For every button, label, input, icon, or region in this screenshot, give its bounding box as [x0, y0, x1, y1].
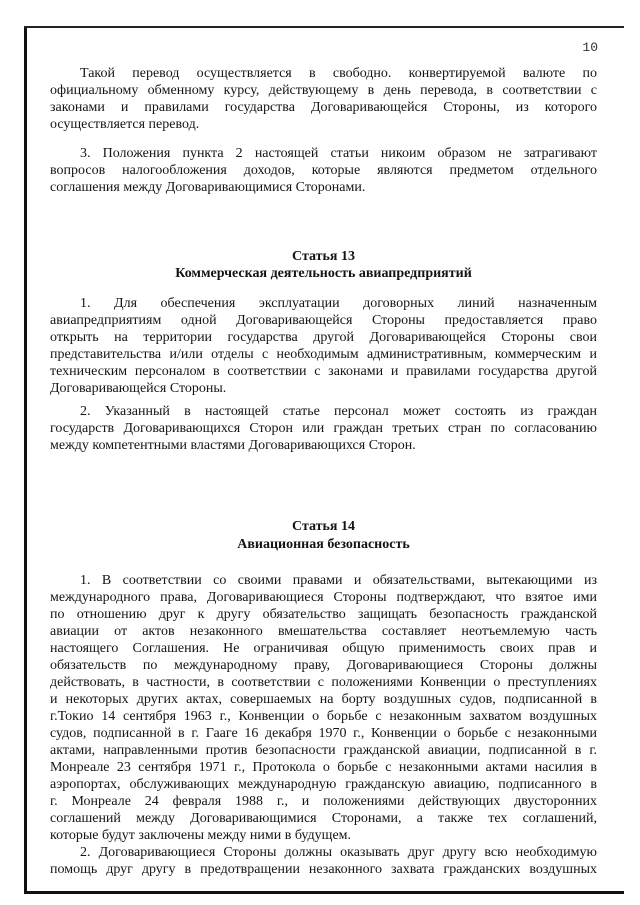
article-13-number: Статья 13: [292, 249, 355, 264]
paragraph-line: законами и правилами государства Договаривающейся Стороны, из которого: [50, 100, 597, 115]
paragraph-line: Такой перевод осуществляется в свободно. конвертируемой валюте по: [80, 66, 597, 81]
paragraph-line: техническим персоналом в соответствии с законами и правилами государства другой: [50, 364, 597, 379]
page-border-bottom: [24, 891, 624, 894]
paragraph-line: которые будут заключены между ними в будущем.: [50, 828, 352, 843]
article-13-title: Коммерческая деятельность авиапредприятий: [175, 266, 472, 281]
paragraph-article-14-2: [50, 844, 597, 878]
paragraph-line: судов, подписанной в г. Гааге 16 декабря 1970 г., Конвенции о борьбе с незаконными: [50, 726, 597, 741]
paragraph-line: международного права, Договаривающиеся Стороны подтверждают, что взятое ими: [50, 590, 597, 605]
paragraph-line: государств Договаривающихся Сторон или граждан третьих стран по согласованию: [50, 421, 597, 436]
paragraph-line: соглашений между Договаривающимися Сторонами, а также тех соглашений,: [50, 811, 597, 826]
paragraph-line: помощь друг другу в предотвращении незаконного захвата гражданских воздушных: [50, 862, 597, 877]
paragraph-article-13-1: [50, 295, 597, 397]
paragraph-line: аэропортах, обслуживающих международную гражданскую авиацию, подписанного в: [50, 777, 597, 792]
paragraph-line: по отношению друг к другу обязательство защищать безопасность гражданской: [50, 607, 597, 622]
paragraph-line: официальному обменному курсу, действующему в день перевода, в соответствии с: [50, 83, 597, 98]
paragraph-line: Монреале 23 сентября 1971 г., Протокола о борьбе с незаконными актами насилия в: [50, 760, 597, 775]
paragraph-line: 2. Указанный в настоящей статье персонал может состоять из граждан: [80, 404, 597, 419]
page-border-left: [24, 26, 27, 894]
paragraph-line: авиации от актов незаконного вмешательства составляет неотъемлемую часть: [50, 624, 597, 639]
page-number: 10: [582, 40, 598, 55]
paragraph-line: действовать, в частности, в соответствии с положениями Конвенции о преступлениях: [50, 675, 597, 690]
page-border-top: [24, 26, 624, 28]
paragraph-line: авиапредприятиям одной Договаривающейся Стороны предоставляется право: [50, 313, 597, 328]
paragraph-line: 1. В соответствии со своими правами и обязательствами, вытекающими из: [80, 573, 597, 588]
paragraph-line: г. Монреале 24 февраля 1988 г., и положениями действующих двусторонних: [50, 794, 597, 809]
paragraph-intro-2: [50, 145, 597, 196]
article-14-title: Авиационная безопасность: [237, 537, 410, 552]
article-14-number: Статья 14: [292, 519, 355, 534]
paragraph-line: соглашения между Договаривающимися Сторонами.: [50, 180, 366, 195]
paragraph-line: вопросов налогообложения доходов, которые являются предметом отдельного: [50, 163, 597, 178]
paragraph-line: обязательств по международному праву, Договаривающиеся Стороны должны: [50, 658, 597, 673]
paragraph-line: 3. Положения пункта 2 настоящей статьи никоим образом не затрагивают: [80, 146, 597, 161]
paragraph-line: осуществляется перевод.: [50, 117, 200, 132]
paragraph-line: г.Токио 14 сентября 1963 г., Конвенции о борьбе с незаконным захватом воздушных: [50, 709, 597, 724]
paragraph-line: 2. Договаривающиеся Стороны должны оказывать друг другу всю необходимую: [80, 845, 597, 860]
paragraph-line: представительства и/или отделы с необходимым административным, коммерческим и: [50, 347, 597, 362]
paragraph-line: 1. Для обеспечения эксплуатации договорных линий назначенным: [80, 296, 597, 311]
paragraph-line: настоящего Соглашения. Не ограничивая общую применимость своих прав и: [50, 641, 597, 656]
paragraph-line: между компетентными властями Договаривающихся Сторон.: [50, 438, 416, 453]
paragraph-line: актами, направленными против безопасности гражданской авиации, подписанной в г.: [50, 743, 597, 758]
paragraph-article-13-2: [50, 403, 597, 454]
paragraph-line: и некоторых других актах, совершаемых на борту воздушных судов, подписанной в: [50, 692, 597, 707]
paragraph-line: открыть на территории государства другой Договаривающейся Стороны свои: [50, 330, 597, 345]
paragraph-line: Договаривающейся Стороны.: [50, 381, 227, 396]
paragraph-article-14-1: [50, 572, 597, 844]
document-body: [50, 65, 597, 878]
paragraph-intro-1: [50, 65, 597, 133]
